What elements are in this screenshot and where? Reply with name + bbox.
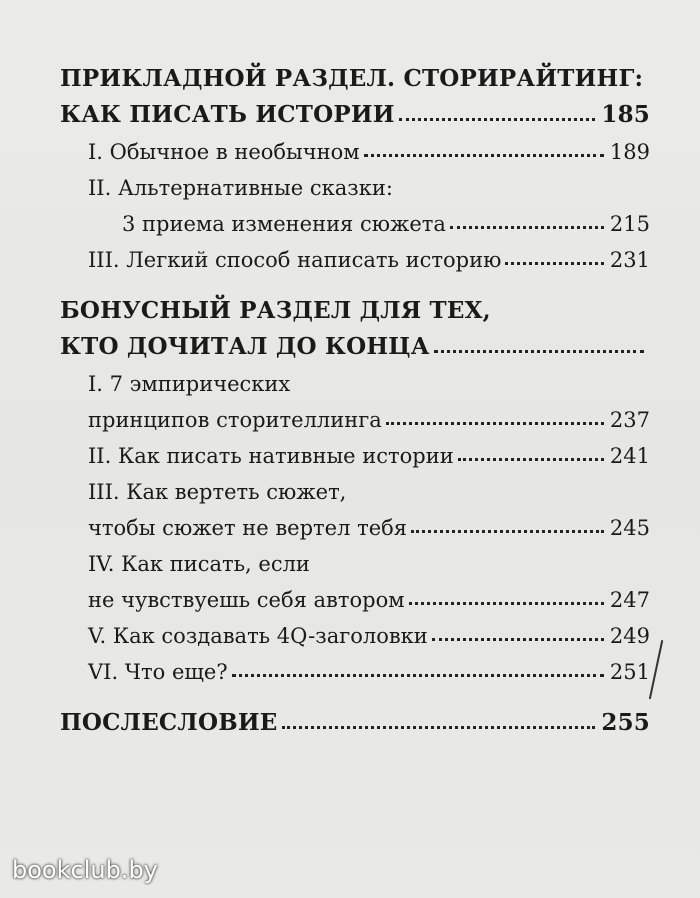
toc-entry: II. Как писать нативные истории 241 <box>88 444 650 468</box>
toc-entry-continued: не чувствуешь себя автором 247 <box>88 588 650 612</box>
section1-title-line2: КАК ПИСАТЬ ИСТОРИИ 185 <box>60 101 650 128</box>
toc-entry: II. Альтернативные сказки: <box>88 176 393 200</box>
page-number: 255 <box>601 709 650 736</box>
toc-entry: III. Легкий способ написать историю 231 <box>88 248 650 272</box>
page-number: 231 <box>609 248 650 272</box>
toc-entry: III. Как вертеть сюжет, <box>88 480 347 504</box>
toc-entry-continued: чтобы сюжет не вертел тебя 245 <box>88 516 650 540</box>
toc-entry: I. Обычное в необычном 189 <box>88 140 650 164</box>
leader-dots <box>364 154 604 157</box>
afterword-entry <box>60 702 650 736</box>
toc-entry-continued: принципов сторителлинга 237 <box>88 408 650 432</box>
section2-title-line2: КТО ДОЧИТАЛ ДО КОНЦА <box>60 326 650 360</box>
toc-entry: V. Как создавать 4Q-заголовки 249 <box>88 624 650 648</box>
leader-dots <box>282 726 596 729</box>
leader-dots <box>432 638 604 641</box>
page-number: 185 <box>601 101 650 128</box>
page-number: 189 <box>609 140 650 164</box>
toc-entry: VI. Что еще? 251 <box>88 660 650 684</box>
section2-title-line1 <box>60 290 650 324</box>
leader-dots <box>450 226 604 229</box>
section1-title-line1 <box>60 58 650 92</box>
toc-entry: IV. Как писать, если <box>88 552 310 576</box>
leader-dots <box>399 118 596 121</box>
page-number: 237 <box>609 408 650 432</box>
page-number: 249 <box>609 624 650 648</box>
leader-dots <box>434 350 644 353</box>
pen-mark <box>649 640 667 700</box>
section2-title: БОНУСНЫЙ РАЗДЕЛ ДЛЯ ТЕХ, <box>60 297 491 324</box>
section1-title: ПРИКЛАДНОЙ РАЗДЕЛ. СТОРИРАЙТИНГ: <box>60 65 644 92</box>
page-number: 215 <box>609 212 650 236</box>
toc-entry: I. 7 эмпирических <box>88 372 291 396</box>
leader-dots <box>409 602 604 605</box>
leader-dots <box>232 674 604 677</box>
page-number: 247 <box>609 588 650 612</box>
leader-dots <box>505 262 604 265</box>
leader-dots <box>411 530 604 533</box>
page-number: 245 <box>609 516 650 540</box>
afterword-title: ПОСЛЕСЛОВИЕ <box>60 709 278 736</box>
leader-dots <box>458 458 604 461</box>
toc-entry-continued: 3 приема изменения сюжета 215 <box>122 212 650 236</box>
page-number: 241 <box>609 444 650 468</box>
leader-dots <box>386 422 604 425</box>
page-number: 251 <box>609 660 650 684</box>
watermark: bookclub.by <box>12 856 158 884</box>
